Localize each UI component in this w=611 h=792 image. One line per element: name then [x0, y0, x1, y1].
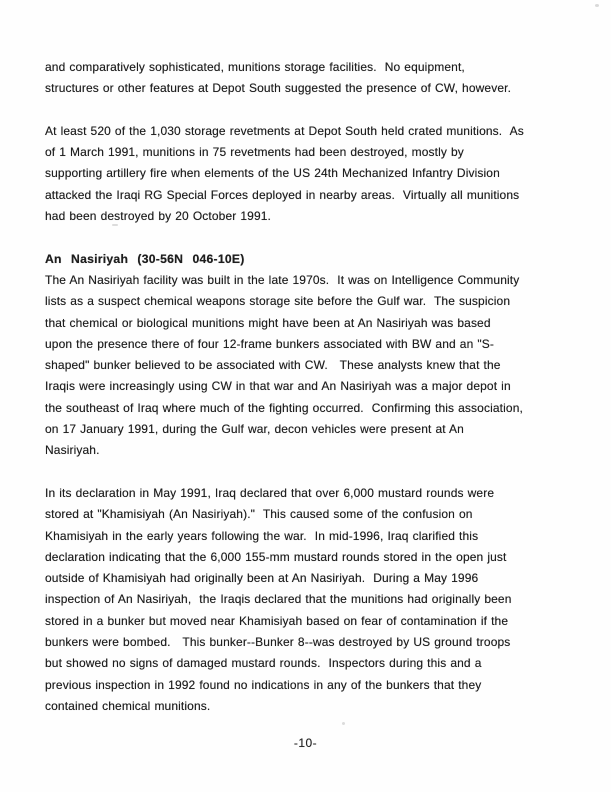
text-line: the southeast of Iraq where much of the fighting occurred. Confirming this association,: [45, 400, 523, 415]
scan-speck: [595, 4, 599, 7]
text-line: outside of Khamisiyah had originally been at An Nasiriyah. During a May 1996: [45, 571, 479, 586]
text-line: Nasiriyah.: [45, 443, 100, 458]
paragraph-revetments: [45, 121, 571, 227]
text-line: Khamisiyah in the early years following the war. In mid-1996, Iraq clarified this: [45, 528, 479, 543]
text-line: Iraqis were increasingly using CW in that war and An Nasiriyah was a major depot in: [45, 379, 511, 394]
text-line: upon the presence there of four 12-frame bunkers associated with BW and an "S-: [45, 336, 495, 351]
text-line: stored at "Khamisiyah (An Nasiriyah)." This caused some of the confusion on: [45, 507, 473, 522]
text-line: but showed no signs of damaged mustard rounds. Inspectors during this and a: [45, 656, 482, 671]
text-line: previous inspection in 1992 found no indications in any of the bunkers that they: [45, 677, 482, 692]
text-line: and comparatively sophisticated, munitions storage facilities. No equipment,: [45, 60, 465, 74]
paragraph-an-nasiriyah-history: [45, 270, 571, 462]
paragraph-iraq-declaration: [45, 483, 571, 717]
text-line: of 1 March 1991, munitions in 75 revetments had been destroyed, mostly by: [45, 145, 464, 160]
text-line: bunkers were bombed. This bunker--Bunker 8--was destroyed by US ground troops: [45, 635, 511, 650]
text-line: declaration indicating that the 6,000 155-mm mustard rounds stored in the open just: [45, 549, 507, 564]
text-line: contained chemical munitions.: [45, 698, 211, 713]
text-line: shaped" bunker believed to be associated with CW. These analysts knew that the: [45, 358, 501, 373]
text-line: that chemical or biological munitions might have been at An Nasiriyah was based: [45, 315, 491, 330]
text-line: At least 520 of the 1,030 storage revetments at Depot South held crated munitions. As: [45, 123, 524, 138]
text-line: stored in a bunker but moved near Khamisiyah based on fear of contamination if the: [45, 613, 509, 628]
text-line: on 17 January 1991, during the Gulf war, decon vehicles were present at An: [45, 422, 464, 437]
text-line: structures or other features at Depot South suggested the presence of CW, however.: [45, 81, 512, 96]
paragraph-depot-south: [45, 57, 571, 100]
text-line: In its declaration in May 1991, Iraq declared that over 6,000 mustard rounds were: [45, 485, 495, 500]
scan-speck: [112, 224, 118, 226]
text-line: The An Nasiriyah facility was built in the late 1970s. It was on Intelligence Community: [45, 272, 520, 287]
page-number: -10-: [293, 736, 318, 750]
text-line: attacked the Iraqi RG Special Forces deployed in nearby areas. Virtually all munitions: [45, 187, 520, 202]
text-line: supporting artillery fire when elements of the US 24th Mechanized Infantry Division: [45, 166, 500, 181]
text-line: inspection of An Nasiriyah, the Iraqis declared that the munitions had originally been: [45, 592, 512, 607]
text-line: lists as a suspect chemical weapons storage site before the Gulf war. The suspicion: [45, 294, 511, 309]
section-heading: An Nasiriyah (30-56N 046-10E): [45, 251, 245, 266]
scan-speck: [342, 722, 345, 725]
text-line: had been destroyed by 20 October 1991.: [45, 209, 272, 224]
